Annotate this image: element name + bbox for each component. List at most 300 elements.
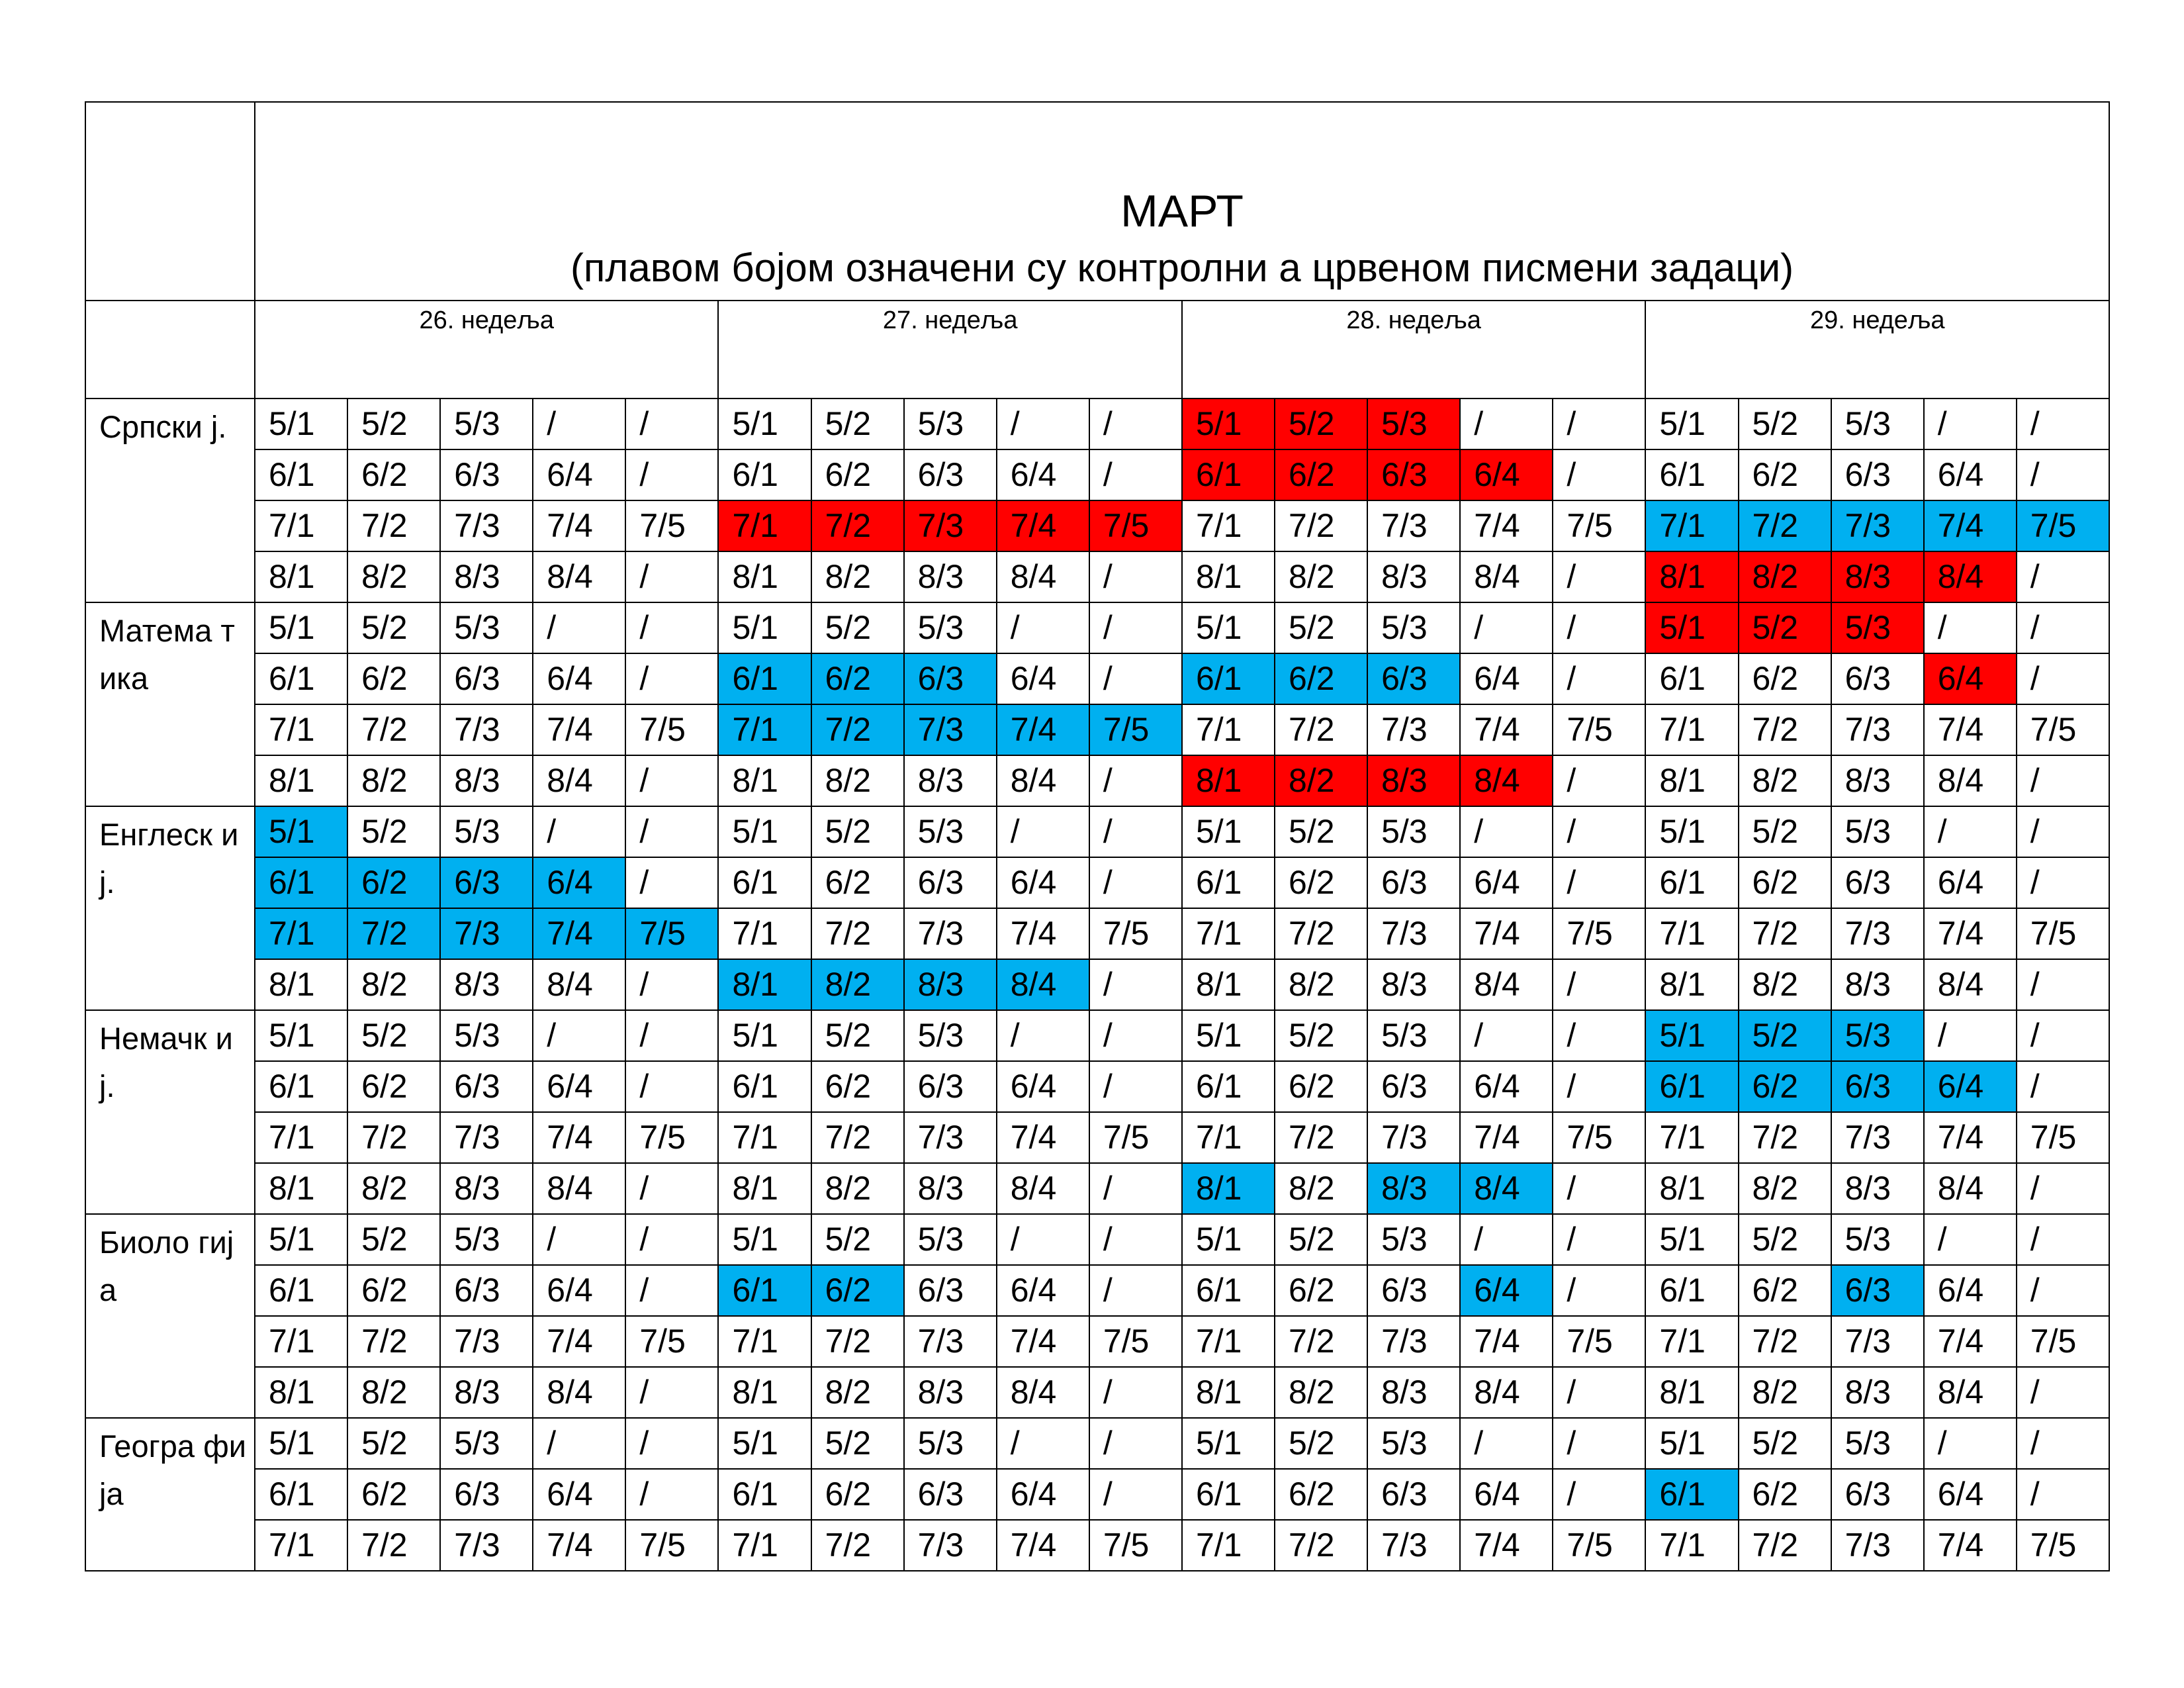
table-row [85, 500, 2109, 551]
subject-name: Матема тика [85, 602, 255, 806]
class-cell: 7/3 [1831, 500, 1924, 551]
class-cell: 5/2 [1739, 399, 1831, 449]
class-cell: 6/3 [904, 1265, 997, 1316]
class-cell: / [1553, 1265, 1645, 1316]
class-cell: 8/1 [255, 1163, 347, 1214]
class-cell: 5/1 [255, 1010, 347, 1061]
class-cell: 5/3 [1367, 1418, 1460, 1469]
class-cell: 7/5 [1553, 908, 1645, 959]
class-cell: 8/3 [1367, 551, 1460, 602]
class-cell: 8/1 [718, 959, 811, 1010]
class-cell: 8/1 [1182, 1163, 1275, 1214]
class-cell: / [2017, 449, 2109, 500]
class-cell: 8/3 [904, 1163, 997, 1214]
class-cell: 7/1 [1182, 704, 1275, 755]
class-cell: 5/3 [1367, 806, 1460, 857]
class-cell: 6/4 [1924, 857, 2017, 908]
class-cell: 7/4 [1460, 908, 1553, 959]
class-cell: 5/2 [347, 1010, 440, 1061]
class-cell: / [2017, 1418, 2109, 1469]
class-cell: 5/3 [1367, 1010, 1460, 1061]
class-cell: 6/2 [811, 1469, 904, 1520]
class-cell: 5/3 [1831, 1010, 1924, 1061]
class-cell: / [1553, 1418, 1645, 1469]
class-cell: / [533, 602, 625, 653]
class-cell: 8/1 [1182, 959, 1275, 1010]
class-cell: 7/1 [1645, 908, 1738, 959]
class-cell: 6/2 [1739, 653, 1831, 704]
class-cell: / [1924, 806, 2017, 857]
class-cell: 6/1 [718, 857, 811, 908]
class-cell: 5/1 [1182, 806, 1275, 857]
class-cell: 8/3 [1831, 551, 1924, 602]
class-cell: 7/1 [1182, 500, 1275, 551]
table-row [85, 1061, 2109, 1112]
class-cell: 8/4 [997, 1163, 1089, 1214]
class-cell: 8/3 [1831, 959, 1924, 1010]
class-cell: 7/5 [625, 500, 718, 551]
class-cell: 6/1 [255, 1061, 347, 1112]
class-cell: 6/2 [347, 1265, 440, 1316]
class-cell: 8/1 [1182, 1367, 1275, 1418]
class-cell: 5/2 [811, 1010, 904, 1061]
class-cell: 7/4 [1460, 500, 1553, 551]
schedule-table [85, 101, 2110, 1571]
class-cell: 6/2 [811, 1061, 904, 1112]
class-cell: 8/2 [347, 959, 440, 1010]
class-cell: 5/2 [1739, 1418, 1831, 1469]
class-cell: 6/2 [347, 449, 440, 500]
class-cell: 6/4 [533, 1469, 625, 1520]
class-cell: 5/3 [1831, 806, 1924, 857]
class-cell: 5/2 [1275, 602, 1367, 653]
class-cell: 6/2 [1739, 857, 1831, 908]
class-cell: 8/4 [533, 755, 625, 806]
class-cell: 5/1 [255, 399, 347, 449]
class-cell: 5/1 [1645, 1010, 1738, 1061]
class-cell: 5/1 [1645, 806, 1738, 857]
class-cell: 6/4 [1924, 1265, 2017, 1316]
class-cell: 6/1 [718, 1265, 811, 1316]
subject-name: Геогра фија [85, 1418, 255, 1571]
class-cell: 5/3 [1831, 399, 1924, 449]
class-cell: / [1089, 1010, 1182, 1061]
week-29-header: 29. недеља [1645, 301, 2109, 399]
class-cell: 7/3 [1367, 1112, 1460, 1163]
class-cell: 7/3 [904, 1520, 997, 1571]
class-cell: 6/3 [904, 1469, 997, 1520]
class-cell: 8/4 [1924, 959, 2017, 1010]
class-cell: 6/2 [1275, 857, 1367, 908]
class-cell: 7/2 [1739, 500, 1831, 551]
class-cell: 8/2 [811, 1367, 904, 1418]
class-cell: 7/2 [1739, 1112, 1831, 1163]
class-cell: 8/3 [440, 551, 533, 602]
class-cell: 5/3 [904, 1214, 997, 1265]
class-cell: 7/1 [255, 908, 347, 959]
class-cell: 8/2 [1739, 1367, 1831, 1418]
class-cell: / [2017, 1163, 2109, 1214]
class-cell: 6/4 [533, 449, 625, 500]
class-cell: 6/4 [997, 1469, 1089, 1520]
class-cell: 7/3 [904, 908, 997, 959]
class-cell: 7/5 [1089, 704, 1182, 755]
class-cell: 7/3 [1367, 908, 1460, 959]
class-cell: 7/5 [1553, 1112, 1645, 1163]
class-cell: / [625, 1010, 718, 1061]
class-cell: 7/5 [2017, 1520, 2109, 1571]
class-cell: 8/1 [255, 959, 347, 1010]
class-cell: / [625, 551, 718, 602]
class-cell: / [1924, 602, 2017, 653]
class-cell: / [1089, 959, 1182, 1010]
class-cell: / [1553, 755, 1645, 806]
class-cell: 5/3 [1367, 1214, 1460, 1265]
table-row [85, 857, 2109, 908]
class-cell: / [2017, 959, 2109, 1010]
class-cell: / [625, 959, 718, 1010]
class-cell: 7/3 [440, 908, 533, 959]
table-row [85, 755, 2109, 806]
class-cell: 6/3 [1367, 857, 1460, 908]
class-cell: / [2017, 1469, 2109, 1520]
class-cell: 7/3 [440, 500, 533, 551]
class-cell: 7/1 [718, 500, 811, 551]
class-cell: 6/3 [1831, 1061, 1924, 1112]
class-cell: 5/2 [1275, 806, 1367, 857]
class-cell: 6/2 [1739, 1469, 1831, 1520]
class-cell: / [1924, 399, 2017, 449]
class-cell: 5/3 [904, 1010, 997, 1061]
class-cell: / [1089, 449, 1182, 500]
class-cell: 5/1 [1182, 1010, 1275, 1061]
class-cell: 6/4 [997, 449, 1089, 500]
table-row [85, 704, 2109, 755]
class-cell: / [1460, 602, 1553, 653]
class-cell: 8/3 [904, 551, 997, 602]
class-cell: 6/1 [255, 857, 347, 908]
class-cell: 7/1 [255, 1520, 347, 1571]
class-cell: 7/1 [718, 704, 811, 755]
class-cell: / [2017, 1265, 2109, 1316]
class-cell: 6/4 [1924, 653, 2017, 704]
class-cell: 7/1 [1182, 1112, 1275, 1163]
page-title: МАРТ [1120, 186, 1244, 236]
class-cell: / [997, 1010, 1089, 1061]
class-cell: 8/3 [904, 959, 997, 1010]
class-cell: / [2017, 806, 2109, 857]
class-cell: 8/2 [1275, 959, 1367, 1010]
class-cell: 7/3 [440, 1520, 533, 1571]
class-cell: 7/4 [533, 1520, 625, 1571]
class-cell: 7/3 [904, 500, 997, 551]
class-cell: / [1460, 1010, 1553, 1061]
class-cell: 7/2 [1739, 1520, 1831, 1571]
class-cell: 6/4 [533, 1061, 625, 1112]
table-row [85, 1520, 2109, 1571]
class-cell: / [1553, 1367, 1645, 1418]
class-cell: 8/1 [255, 755, 347, 806]
class-cell: 8/4 [1924, 551, 2017, 602]
class-cell: 5/3 [1367, 399, 1460, 449]
class-cell: / [1553, 1061, 1645, 1112]
title-row [85, 102, 2109, 301]
class-cell: 8/4 [997, 755, 1089, 806]
subject-name: Биоло гија [85, 1214, 255, 1418]
class-cell: 8/3 [1367, 1367, 1460, 1418]
class-cell: 7/3 [904, 704, 997, 755]
class-cell: 5/3 [904, 806, 997, 857]
class-cell: 7/1 [255, 1316, 347, 1367]
class-cell: 8/3 [1367, 959, 1460, 1010]
class-cell: 7/4 [1924, 500, 2017, 551]
class-cell: / [1553, 959, 1645, 1010]
class-cell: / [1460, 806, 1553, 857]
class-cell: 8/1 [255, 1367, 347, 1418]
class-cell: 7/1 [1645, 1112, 1738, 1163]
class-cell: 7/5 [1089, 500, 1182, 551]
class-cell: 6/1 [1645, 1061, 1738, 1112]
class-cell: / [2017, 399, 2109, 449]
class-cell: 7/2 [347, 908, 440, 959]
class-cell: 6/1 [255, 449, 347, 500]
class-cell: 5/1 [1645, 1418, 1738, 1469]
class-cell: / [1089, 1418, 1182, 1469]
class-cell: 8/1 [1645, 1367, 1738, 1418]
corner-cell [85, 301, 255, 399]
class-cell: 8/3 [1367, 755, 1460, 806]
class-cell: 6/1 [1645, 449, 1738, 500]
class-cell: 6/1 [718, 1469, 811, 1520]
class-cell: / [1089, 399, 1182, 449]
class-cell: / [1553, 1163, 1645, 1214]
class-cell: / [1553, 653, 1645, 704]
class-cell: 8/3 [440, 755, 533, 806]
page-subtitle: (плавом бојом означени су контролни а црвеном писмени задаци) [570, 246, 1794, 290]
class-cell: 8/1 [1182, 755, 1275, 806]
class-cell: 7/1 [255, 704, 347, 755]
class-cell: 6/3 [1367, 1265, 1460, 1316]
class-cell: 5/1 [255, 806, 347, 857]
class-cell: 5/1 [718, 1418, 811, 1469]
table-row [85, 653, 2109, 704]
class-cell: 6/2 [347, 1469, 440, 1520]
class-cell: 7/1 [718, 1316, 811, 1367]
class-cell: 7/3 [440, 1112, 533, 1163]
class-cell: 6/2 [1275, 449, 1367, 500]
class-cell: 7/4 [533, 908, 625, 959]
class-cell: 6/4 [1924, 1469, 2017, 1520]
class-cell: 6/1 [255, 1469, 347, 1520]
class-cell: 6/1 [255, 653, 347, 704]
class-cell: 5/2 [347, 806, 440, 857]
class-cell: 8/2 [1739, 1163, 1831, 1214]
class-cell: 7/2 [1739, 1316, 1831, 1367]
week-28-header: 28. недеља [1182, 301, 1645, 399]
class-cell: 6/4 [533, 653, 625, 704]
class-cell: 6/2 [811, 1265, 904, 1316]
class-cell: 6/3 [904, 1061, 997, 1112]
class-cell: 6/4 [1924, 449, 2017, 500]
class-cell: 8/2 [1739, 551, 1831, 602]
class-cell: 5/2 [1739, 806, 1831, 857]
class-cell: 8/3 [904, 755, 997, 806]
class-cell: 6/2 [347, 857, 440, 908]
class-cell: / [997, 806, 1089, 857]
class-cell: 6/2 [347, 1061, 440, 1112]
class-cell: 7/4 [997, 500, 1089, 551]
class-cell: / [1553, 1214, 1645, 1265]
table-row [85, 959, 2109, 1010]
class-cell: 7/4 [533, 1316, 625, 1367]
class-cell: 7/4 [533, 704, 625, 755]
class-cell: / [1089, 551, 1182, 602]
class-cell: 5/2 [1739, 1010, 1831, 1061]
class-cell: / [1089, 1265, 1182, 1316]
class-cell: 5/2 [1275, 1418, 1367, 1469]
class-cell: 8/4 [533, 959, 625, 1010]
class-cell: 7/4 [997, 1520, 1089, 1571]
class-cell: 6/2 [811, 653, 904, 704]
class-cell: 5/1 [255, 1214, 347, 1265]
class-cell: 7/1 [1182, 1520, 1275, 1571]
class-cell: 8/3 [1831, 1163, 1924, 1214]
class-cell: 7/4 [1924, 1316, 2017, 1367]
class-cell: / [2017, 857, 2109, 908]
class-cell: 5/2 [811, 806, 904, 857]
class-cell: 5/2 [811, 1418, 904, 1469]
class-cell: 6/2 [1275, 653, 1367, 704]
class-cell: 7/2 [347, 500, 440, 551]
class-cell: 7/5 [625, 704, 718, 755]
class-cell: 5/3 [440, 1010, 533, 1061]
class-cell: 5/2 [1739, 602, 1831, 653]
class-cell: 7/3 [1367, 500, 1460, 551]
class-cell: 5/3 [1831, 1214, 1924, 1265]
class-cell: 8/3 [1831, 755, 1924, 806]
class-cell: 5/3 [440, 1418, 533, 1469]
class-cell: 7/4 [1460, 1316, 1553, 1367]
class-cell: 7/5 [2017, 704, 2109, 755]
class-cell: / [533, 1214, 625, 1265]
class-cell: 7/3 [1831, 704, 1924, 755]
class-cell: / [625, 1469, 718, 1520]
class-cell: 6/4 [997, 857, 1089, 908]
class-cell: 7/1 [255, 500, 347, 551]
class-cell: 8/2 [1275, 755, 1367, 806]
class-cell: 8/4 [1924, 1163, 2017, 1214]
class-cell: 6/3 [440, 653, 533, 704]
class-cell: 6/4 [533, 1265, 625, 1316]
class-cell: 7/4 [1924, 1520, 2017, 1571]
class-cell: 7/5 [625, 1316, 718, 1367]
table-row [85, 1316, 2109, 1367]
class-cell: 8/2 [1739, 755, 1831, 806]
class-cell: 5/2 [1275, 399, 1367, 449]
class-cell: / [533, 806, 625, 857]
class-cell: 7/5 [2017, 908, 2109, 959]
class-cell: 6/4 [1460, 1265, 1553, 1316]
class-cell: 5/2 [811, 1214, 904, 1265]
class-cell: 6/2 [1275, 1469, 1367, 1520]
class-cell: 8/4 [1924, 755, 2017, 806]
class-cell: 5/1 [1182, 602, 1275, 653]
class-cell: 5/1 [718, 806, 811, 857]
class-cell: 6/2 [811, 449, 904, 500]
class-cell: 5/1 [718, 1010, 811, 1061]
class-cell: 5/1 [1645, 602, 1738, 653]
table-row [85, 1265, 2109, 1316]
class-cell: 5/3 [904, 602, 997, 653]
class-cell: 8/3 [440, 1367, 533, 1418]
class-cell: / [1924, 1214, 2017, 1265]
class-cell: / [997, 1214, 1089, 1265]
table-row [85, 1163, 2109, 1214]
class-cell: 5/1 [718, 1214, 811, 1265]
class-cell: 8/2 [1275, 1367, 1367, 1418]
class-cell: 8/2 [1275, 551, 1367, 602]
class-cell: 5/1 [255, 602, 347, 653]
class-cell: 5/2 [811, 399, 904, 449]
class-cell: / [625, 806, 718, 857]
class-cell: 6/3 [440, 449, 533, 500]
subject-name: Енглеск и ј. [85, 806, 255, 1010]
class-cell: / [625, 602, 718, 653]
class-cell: 8/3 [904, 1367, 997, 1418]
class-cell: / [1553, 1010, 1645, 1061]
class-cell: 7/2 [1275, 1112, 1367, 1163]
class-cell: / [1460, 399, 1553, 449]
class-cell: 8/2 [1275, 1163, 1367, 1214]
class-cell: 6/1 [255, 1265, 347, 1316]
class-cell: / [2017, 1010, 2109, 1061]
class-cell: 6/1 [718, 1061, 811, 1112]
class-cell: 5/2 [347, 1214, 440, 1265]
class-cell: 6/1 [1182, 653, 1275, 704]
class-cell: 8/1 [718, 1163, 811, 1214]
class-cell: / [997, 602, 1089, 653]
class-cell: 8/1 [255, 551, 347, 602]
class-cell: / [1089, 653, 1182, 704]
class-cell: / [625, 755, 718, 806]
class-cell: 7/3 [904, 1112, 997, 1163]
class-cell: / [625, 857, 718, 908]
class-cell: / [1553, 857, 1645, 908]
class-cell: / [1089, 857, 1182, 908]
class-cell: 5/2 [1739, 1214, 1831, 1265]
class-cell: 7/5 [1089, 1112, 1182, 1163]
class-cell: 7/1 [1645, 1316, 1738, 1367]
class-cell: 6/3 [440, 857, 533, 908]
class-cell: 5/1 [1645, 1214, 1738, 1265]
class-cell: 6/4 [1460, 1469, 1553, 1520]
class-cell: 7/4 [997, 908, 1089, 959]
table-row [85, 551, 2109, 602]
class-cell: / [625, 1418, 718, 1469]
class-cell: 7/1 [718, 908, 811, 959]
class-cell: / [2017, 1214, 2109, 1265]
class-cell: 5/2 [347, 399, 440, 449]
class-cell: 8/1 [1645, 1163, 1738, 1214]
class-cell: / [625, 1367, 718, 1418]
class-cell: 7/4 [533, 500, 625, 551]
class-cell: 6/1 [1645, 653, 1738, 704]
class-cell: 7/5 [2017, 1316, 2109, 1367]
class-cell: 7/5 [1553, 704, 1645, 755]
class-cell: 7/2 [1739, 908, 1831, 959]
table-row [85, 806, 2109, 857]
class-cell: / [625, 449, 718, 500]
